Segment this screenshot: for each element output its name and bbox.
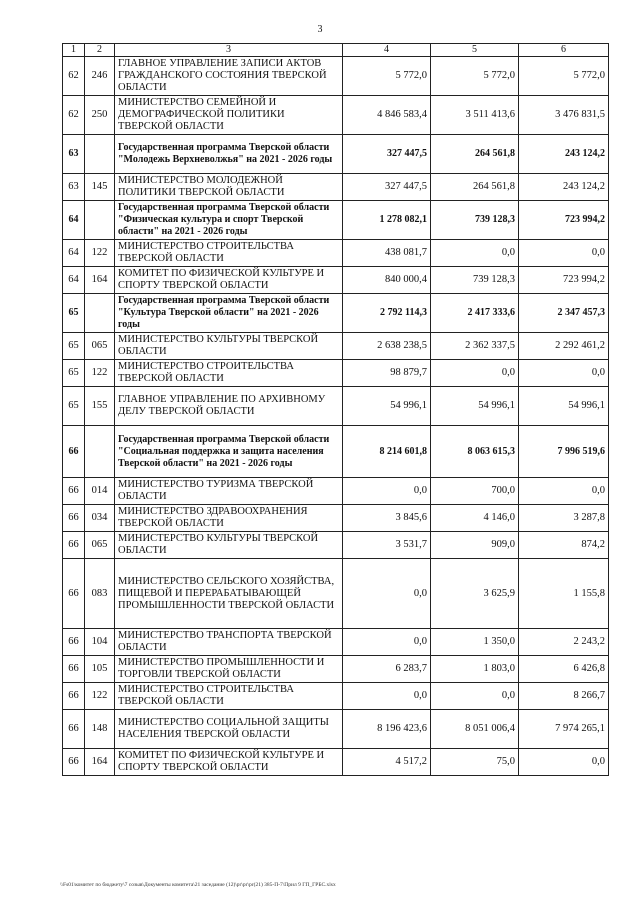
agency-code-cell: 105 — [85, 656, 115, 683]
amount-col4-cell: 98 879,7 — [343, 360, 431, 387]
program-number-cell: 65 — [63, 294, 85, 333]
name-cell: МИНИСТЕРСТВО МОЛОДЕЖНОЙ ПОЛИТИКИ ТВЕРСКОЙ ОБЛАСТИ — [115, 174, 343, 201]
name-cell: ГЛАВНОЕ УПРАВЛЕНИЕ ЗАПИСИ АКТОВ ГРАЖДАНСКОГО СОСТОЯНИЯ ТВЕРСКОЙ ОБЛАСТИ — [115, 57, 343, 96]
program-number-cell: 62 — [63, 57, 85, 96]
agency-code-cell: 155 — [85, 387, 115, 426]
amount-col4-cell: 1 278 082,1 — [343, 201, 431, 240]
amount-col5-cell: 1 350,0 — [431, 629, 519, 656]
program-number-cell: 66 — [63, 559, 85, 629]
amount-col6-cell: 0,0 — [519, 478, 609, 505]
table-row — [63, 333, 609, 360]
amount-col6-cell: 3 287,8 — [519, 505, 609, 532]
agency-code-cell — [85, 294, 115, 333]
amount-col6-cell: 0,0 — [519, 240, 609, 267]
agency-code-cell: 246 — [85, 57, 115, 96]
amount-col6-cell: 7 996 519,6 — [519, 426, 609, 478]
amount-col6-cell: 723 994,2 — [519, 201, 609, 240]
amount-col4-cell: 3 845,6 — [343, 505, 431, 532]
agency-code-cell: 122 — [85, 240, 115, 267]
agency-code-cell: 164 — [85, 749, 115, 776]
agency-code-cell: 250 — [85, 96, 115, 135]
amount-col6-cell: 723 994,2 — [519, 267, 609, 294]
amount-col4-cell: 2 638 238,5 — [343, 333, 431, 360]
name-cell: МИНИСТЕРСТВО СЕМЕЙНОЙ И ДЕМОГРАФИЧЕСКОЙ ПОЛИТИКИ ТВЕРСКОЙ ОБЛАСТИ — [115, 96, 343, 135]
agency-code-cell — [85, 135, 115, 174]
table-row — [63, 629, 609, 656]
amount-col5-cell: 4 146,0 — [431, 505, 519, 532]
amount-col6-cell: 8 266,7 — [519, 683, 609, 710]
amount-col6-cell: 874,2 — [519, 532, 609, 559]
table-row — [63, 240, 609, 267]
agency-code-cell — [85, 426, 115, 478]
agency-code-cell: 065 — [85, 333, 115, 360]
name-cell: МИНИСТЕРСТВО СОЦИАЛЬНОЙ ЗАЩИТЫ НАСЕЛЕНИЯ ТВЕРСКОЙ ОБЛАСТИ — [115, 710, 343, 749]
header-col-1: 1 — [63, 44, 85, 57]
name-cell: Государственная программа Тверской области "Молодежь Верхневолжья" на 2021 - 2026 годы — [115, 135, 343, 174]
program-number-cell: 66 — [63, 478, 85, 505]
amount-col4-cell: 2 792 114,3 — [343, 294, 431, 333]
amount-col5-cell: 909,0 — [431, 532, 519, 559]
amount-col4-cell: 5 772,0 — [343, 57, 431, 96]
file-path-footer: \\Fs01\комитет по бюджету\7 созыв\Документы комитета\21 заседание (12)\pr\pr\pr(21) 385-П-7\Прил 9 ГП_ГРБС.xlsx — [60, 882, 336, 888]
table-row — [63, 96, 609, 135]
program-number-cell: 64 — [63, 267, 85, 294]
agency-code-cell: 104 — [85, 629, 115, 656]
name-cell: Государственная программа Тверской области "Социальная поддержка и защита населения Тверской области" на 2021 - 2026 годы — [115, 426, 343, 478]
table-row — [63, 57, 609, 96]
amount-col6-cell: 5 772,0 — [519, 57, 609, 96]
agency-code-cell — [85, 201, 115, 240]
amount-col6-cell: 7 974 265,1 — [519, 710, 609, 749]
table-row — [63, 710, 609, 749]
name-cell: МИНИСТЕРСТВО СТРОИТЕЛЬСТВА ТВЕРСКОЙ ОБЛАСТИ — [115, 360, 343, 387]
agency-code-cell: 083 — [85, 559, 115, 629]
amount-col4-cell: 0,0 — [343, 683, 431, 710]
program-number-cell: 62 — [63, 96, 85, 135]
table-row — [63, 267, 609, 294]
program-number-cell: 64 — [63, 240, 85, 267]
amount-col6-cell: 0,0 — [519, 749, 609, 776]
amount-col5-cell: 739 128,3 — [431, 267, 519, 294]
name-cell: МИНИСТЕРСТВО СЕЛЬСКОГО ХОЗЯЙСТВА, ПИЩЕВОЙ И ПЕРЕРАБАТЫВАЮЩЕЙ ПРОМЫШЛЕННОСТИ ТВЕРСКОЙ ОБЛАСТИ — [115, 559, 343, 629]
agency-code-cell: 148 — [85, 710, 115, 749]
header-col-2: 2 — [85, 44, 115, 57]
program-number-cell: 65 — [63, 360, 85, 387]
amount-col6-cell: 6 426,8 — [519, 656, 609, 683]
amount-col6-cell: 1 155,8 — [519, 559, 609, 629]
agency-code-cell: 034 — [85, 505, 115, 532]
program-number-cell: 66 — [63, 629, 85, 656]
table-header-row — [63, 44, 609, 57]
agency-code-cell: 122 — [85, 360, 115, 387]
amount-col6-cell: 0,0 — [519, 360, 609, 387]
name-cell: Государственная программа Тверской области "Культура Тверской области" на 2021 - 2026 годы — [115, 294, 343, 333]
amount-col5-cell: 8 051 006,4 — [431, 710, 519, 749]
amount-col6-cell: 3 476 831,5 — [519, 96, 609, 135]
table-row — [63, 294, 609, 333]
program-number-cell: 66 — [63, 426, 85, 478]
program-number-cell: 65 — [63, 387, 85, 426]
table-row — [63, 559, 609, 629]
amount-col4-cell: 840 000,4 — [343, 267, 431, 294]
amount-col5-cell: 5 772,0 — [431, 57, 519, 96]
program-number-cell: 63 — [63, 135, 85, 174]
table-row — [63, 360, 609, 387]
amount-col4-cell: 54 996,1 — [343, 387, 431, 426]
table-row — [63, 532, 609, 559]
table-row — [63, 505, 609, 532]
program-number-cell: 66 — [63, 656, 85, 683]
table-row — [63, 174, 609, 201]
amount-col5-cell: 0,0 — [431, 360, 519, 387]
table-row — [63, 135, 609, 174]
agency-code-cell: 164 — [85, 267, 115, 294]
amount-col5-cell: 8 063 615,3 — [431, 426, 519, 478]
program-number-cell: 66 — [63, 749, 85, 776]
program-number-cell: 66 — [63, 532, 85, 559]
amount-col6-cell: 2 347 457,3 — [519, 294, 609, 333]
amount-col6-cell: 2 243,2 — [519, 629, 609, 656]
name-cell: МИНИСТЕРСТВО ТУРИЗМА ТВЕРСКОЙ ОБЛАСТИ — [115, 478, 343, 505]
name-cell: МИНИСТЕРСТВО СТРОИТЕЛЬСТВА ТВЕРСКОЙ ОБЛАСТИ — [115, 683, 343, 710]
amount-col5-cell: 2 417 333,6 — [431, 294, 519, 333]
amount-col4-cell: 327 447,5 — [343, 135, 431, 174]
amount-col5-cell: 0,0 — [431, 683, 519, 710]
name-cell: КОМИТЕТ ПО ФИЗИЧЕСКОЙ КУЛЬТУРЕ И СПОРТУ ТВЕРСКОЙ ОБЛАСТИ — [115, 749, 343, 776]
table-row — [63, 201, 609, 240]
agency-code-cell: 014 — [85, 478, 115, 505]
amount-col5-cell: 264 561,8 — [431, 174, 519, 201]
program-number-cell: 65 — [63, 333, 85, 360]
amount-col4-cell: 8 196 423,6 — [343, 710, 431, 749]
page-number: 3 — [317, 24, 323, 35]
amount-col5-cell: 3 511 413,6 — [431, 96, 519, 135]
amount-col5-cell: 739 128,3 — [431, 201, 519, 240]
agency-code-cell: 065 — [85, 532, 115, 559]
name-cell: МИНИСТЕРСТВО СТРОИТЕЛЬСТВА ТВЕРСКОЙ ОБЛАСТИ — [115, 240, 343, 267]
amount-col4-cell: 0,0 — [343, 559, 431, 629]
amount-col4-cell: 327 447,5 — [343, 174, 431, 201]
amount-col5-cell: 264 561,8 — [431, 135, 519, 174]
amount-col4-cell: 4 517,2 — [343, 749, 431, 776]
table-row — [63, 478, 609, 505]
table-row — [63, 683, 609, 710]
header-col-4: 4 — [343, 44, 431, 57]
amount-col4-cell: 0,0 — [343, 629, 431, 656]
name-cell: Государственная программа Тверской области "Физическая культура и спорт Тверской области" на 2021 - 2026 годы — [115, 201, 343, 240]
amount-col5-cell: 2 362 337,5 — [431, 333, 519, 360]
amount-col5-cell: 1 803,0 — [431, 656, 519, 683]
name-cell: ГЛАВНОЕ УПРАВЛЕНИЕ ПО АРХИВНОМУ ДЕЛУ ТВЕРСКОЙ ОБЛАСТИ — [115, 387, 343, 426]
amount-col5-cell: 54 996,1 — [431, 387, 519, 426]
amount-col6-cell: 243 124,2 — [519, 135, 609, 174]
name-cell: МИНИСТЕРСТВО КУЛЬТУРЫ ТВЕРСКОЙ ОБЛАСТИ — [115, 532, 343, 559]
program-number-cell: 66 — [63, 683, 85, 710]
header-col-6: 6 — [519, 44, 609, 57]
amount-col6-cell: 243 124,2 — [519, 174, 609, 201]
name-cell: МИНИСТЕРСТВО ТРАНСПОРТА ТВЕРСКОЙ ОБЛАСТИ — [115, 629, 343, 656]
program-number-cell: 66 — [63, 710, 85, 749]
amount-col4-cell: 438 081,7 — [343, 240, 431, 267]
program-number-cell: 66 — [63, 505, 85, 532]
agency-code-cell: 122 — [85, 683, 115, 710]
table-row — [63, 749, 609, 776]
table-row — [63, 387, 609, 426]
header-col-3: 3 — [115, 44, 343, 57]
amount-col5-cell: 75,0 — [431, 749, 519, 776]
amount-col6-cell: 54 996,1 — [519, 387, 609, 426]
amount-col4-cell: 6 283,7 — [343, 656, 431, 683]
amount-col4-cell: 4 846 583,4 — [343, 96, 431, 135]
header-col-5: 5 — [431, 44, 519, 57]
amount-col5-cell: 0,0 — [431, 240, 519, 267]
program-number-cell: 63 — [63, 174, 85, 201]
amount-col6-cell: 2 292 461,2 — [519, 333, 609, 360]
budget-table — [62, 43, 609, 776]
name-cell: КОМИТЕТ ПО ФИЗИЧЕСКОЙ КУЛЬТУРЕ И СПОРТУ ТВЕРСКОЙ ОБЛАСТИ — [115, 267, 343, 294]
amount-col5-cell: 700,0 — [431, 478, 519, 505]
amount-col4-cell: 3 531,7 — [343, 532, 431, 559]
table-row — [63, 426, 609, 478]
table-row — [63, 656, 609, 683]
program-number-cell: 64 — [63, 201, 85, 240]
amount-col5-cell: 3 625,9 — [431, 559, 519, 629]
name-cell: МИНИСТЕРСТВО ЗДРАВООХРАНЕНИЯ ТВЕРСКОЙ ОБЛАСТИ — [115, 505, 343, 532]
agency-code-cell: 145 — [85, 174, 115, 201]
name-cell: МИНИСТЕРСТВО КУЛЬТУРЫ ТВЕРСКОЙ ОБЛАСТИ — [115, 333, 343, 360]
amount-col4-cell: 0,0 — [343, 478, 431, 505]
amount-col4-cell: 8 214 601,8 — [343, 426, 431, 478]
name-cell: МИНИСТЕРСТВО ПРОМЫШЛЕННОСТИ И ТОРГОВЛИ ТВЕРСКОЙ ОБЛАСТИ — [115, 656, 343, 683]
